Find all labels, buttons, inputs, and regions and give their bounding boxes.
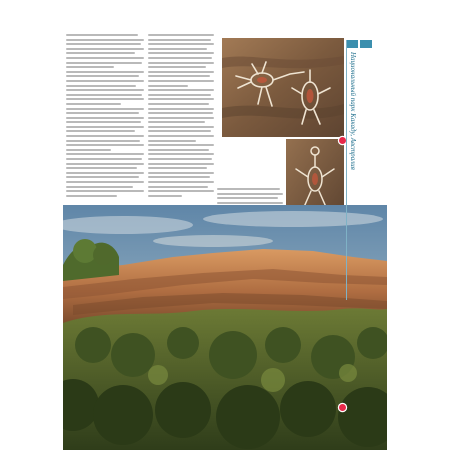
text-line: [148, 98, 214, 100]
text-line: [66, 158, 142, 160]
text-line: [66, 130, 135, 132]
text-line: [66, 66, 114, 68]
text-line: [148, 149, 209, 151]
text-line: [148, 121, 205, 123]
rock-art-photo-top: [222, 38, 344, 137]
text-line: [217, 202, 283, 204]
text-line: [217, 193, 283, 195]
text-line: [66, 43, 141, 45]
text-line: [148, 57, 212, 59]
text-line: [66, 80, 144, 82]
text-line: [148, 66, 206, 68]
text-line: [66, 62, 142, 64]
text-line: [148, 62, 214, 64]
text-line: [148, 135, 214, 137]
escarpment-image: [63, 205, 387, 450]
text-line: [66, 144, 144, 146]
text-line: [148, 153, 214, 155]
text-line: [66, 176, 139, 178]
text-line: [66, 34, 138, 36]
landscape-photo: [63, 205, 387, 450]
text-line: [66, 85, 136, 87]
text-line: [148, 85, 188, 87]
text-line: [66, 98, 144, 100]
text-line: [66, 195, 117, 197]
text-line: [66, 57, 144, 59]
text-line: [66, 135, 144, 137]
text-line: [66, 89, 144, 91]
text-line: [66, 117, 144, 119]
text-line: [148, 43, 214, 45]
text-line: [148, 80, 214, 82]
text-line: [66, 39, 144, 41]
text-line: [148, 52, 214, 54]
running-head: Национальный парк Какаду, Австралия: [349, 52, 357, 170]
text-line: [66, 163, 144, 165]
text-line: [148, 75, 210, 77]
text-line: [66, 108, 144, 110]
caption-marker: [339, 137, 346, 144]
text-line: [66, 149, 111, 151]
text-line: [148, 186, 208, 188]
text-line: [66, 181, 144, 183]
text-line: [66, 172, 144, 174]
text-line: [66, 103, 121, 105]
text-line: [217, 197, 278, 199]
text-line: [66, 121, 141, 123]
text-line: [148, 181, 214, 183]
text-line: [148, 89, 214, 91]
text-line: [66, 167, 137, 169]
text-line: [66, 75, 139, 77]
text-line: [66, 126, 144, 128]
text-line: [148, 126, 214, 128]
text-line: [66, 71, 144, 73]
text-column-2: [148, 34, 214, 207]
text-line: [148, 158, 212, 160]
text-line: [148, 34, 214, 36]
text-line: [66, 140, 140, 142]
text-line: [148, 163, 214, 165]
text-line: [148, 172, 214, 174]
text-line: [148, 144, 214, 146]
side-tab-accent: [347, 40, 358, 48]
text-column-1: [66, 34, 144, 207]
text-line: [148, 112, 213, 114]
text-line: [148, 140, 196, 142]
text-line: [148, 71, 214, 73]
chapter-side-tab: [346, 40, 358, 300]
text-line: [148, 39, 211, 41]
text-line: [148, 176, 210, 178]
text-line: [66, 186, 133, 188]
text-line: [148, 167, 207, 169]
text-line: [66, 112, 139, 114]
text-line: [66, 94, 142, 96]
rock-art-image: [222, 38, 344, 137]
text-line: [148, 130, 211, 132]
text-line: [148, 103, 209, 105]
text-line: [148, 117, 214, 119]
text-line: [148, 190, 214, 192]
text-line: [148, 195, 182, 197]
text-line: [66, 190, 144, 192]
text-line: [148, 48, 207, 50]
caption-marker: [339, 404, 346, 411]
text-line: [66, 52, 135, 54]
page-number: [360, 40, 372, 48]
text-line: [66, 153, 144, 155]
text-line: [148, 94, 211, 96]
text-line: [217, 188, 280, 190]
text-line: [148, 108, 214, 110]
text-line: [66, 48, 144, 50]
